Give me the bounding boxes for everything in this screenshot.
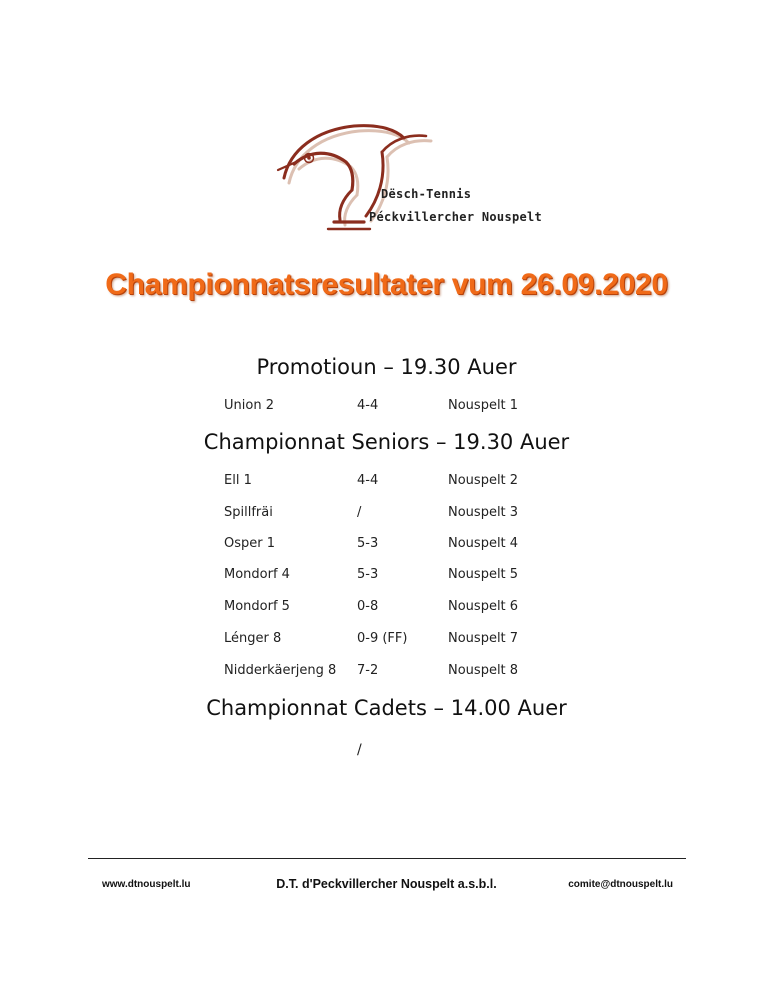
match-score: 4-4 [357, 398, 379, 413]
club-logo [270, 118, 543, 240]
match-score: 0-8 [357, 599, 379, 614]
match-score: 7-2 [357, 663, 379, 678]
no-results-placeholder: / [357, 742, 362, 758]
section-heading-cadets: Championnat Cadets – 14.00 Auer [206, 696, 567, 720]
home-team: Ell 1 [224, 473, 252, 488]
match-row [0, 473, 773, 493]
match-row [0, 631, 773, 651]
footer-divider [88, 858, 686, 859]
section-heading-promotioun: Promotioun – 19.30 Auer [256, 355, 517, 379]
match-score: 5-3 [357, 567, 379, 582]
away-team: Nouspelt 7 [448, 631, 519, 646]
match-score: 0-9 (FF) [357, 631, 408, 646]
away-team: Nouspelt 1 [448, 398, 519, 413]
home-team: Nidderkäerjeng 8 [224, 663, 337, 678]
home-team: Union 2 [224, 398, 274, 413]
match-row [0, 536, 773, 556]
match-score: / [357, 505, 362, 520]
away-team: Nouspelt 2 [448, 473, 519, 488]
match-row [0, 599, 773, 619]
home-team: Osper 1 [224, 536, 276, 551]
home-team: Lénger 8 [224, 631, 282, 646]
footer-club-name: D.T. d'Peckvillercher Nouspelt a.s.b.l. [276, 877, 497, 891]
away-team: Nouspelt 5 [448, 567, 519, 582]
away-team: Nouspelt 6 [448, 599, 519, 614]
away-team: Nouspelt 3 [448, 505, 519, 520]
home-team: Mondorf 5 [224, 599, 290, 614]
away-team: Nouspelt 8 [448, 663, 519, 678]
page-title: Championnatsresultater vum 26.09.2020 [105, 268, 668, 301]
home-team: Mondorf 4 [224, 567, 290, 582]
footer-website: www.dtnouspelt.lu [102, 879, 191, 890]
match-row [0, 567, 773, 587]
match-row [0, 505, 773, 525]
match-row [0, 398, 773, 418]
home-team: Spillfräi [224, 505, 273, 520]
match-score: 4-4 [357, 473, 379, 488]
logo-text-line-1: Dësch-Tennis [381, 187, 472, 201]
away-team: Nouspelt 4 [448, 536, 519, 551]
logo-text-line-2: Péckvillercher Nouspelt [369, 210, 543, 224]
section-heading-seniors: Championnat Seniors – 19.30 Auer [203, 430, 570, 454]
match-score: 5-3 [357, 536, 379, 551]
footer-email: comite@dtnouspelt.lu [568, 879, 673, 890]
match-row [0, 663, 773, 683]
